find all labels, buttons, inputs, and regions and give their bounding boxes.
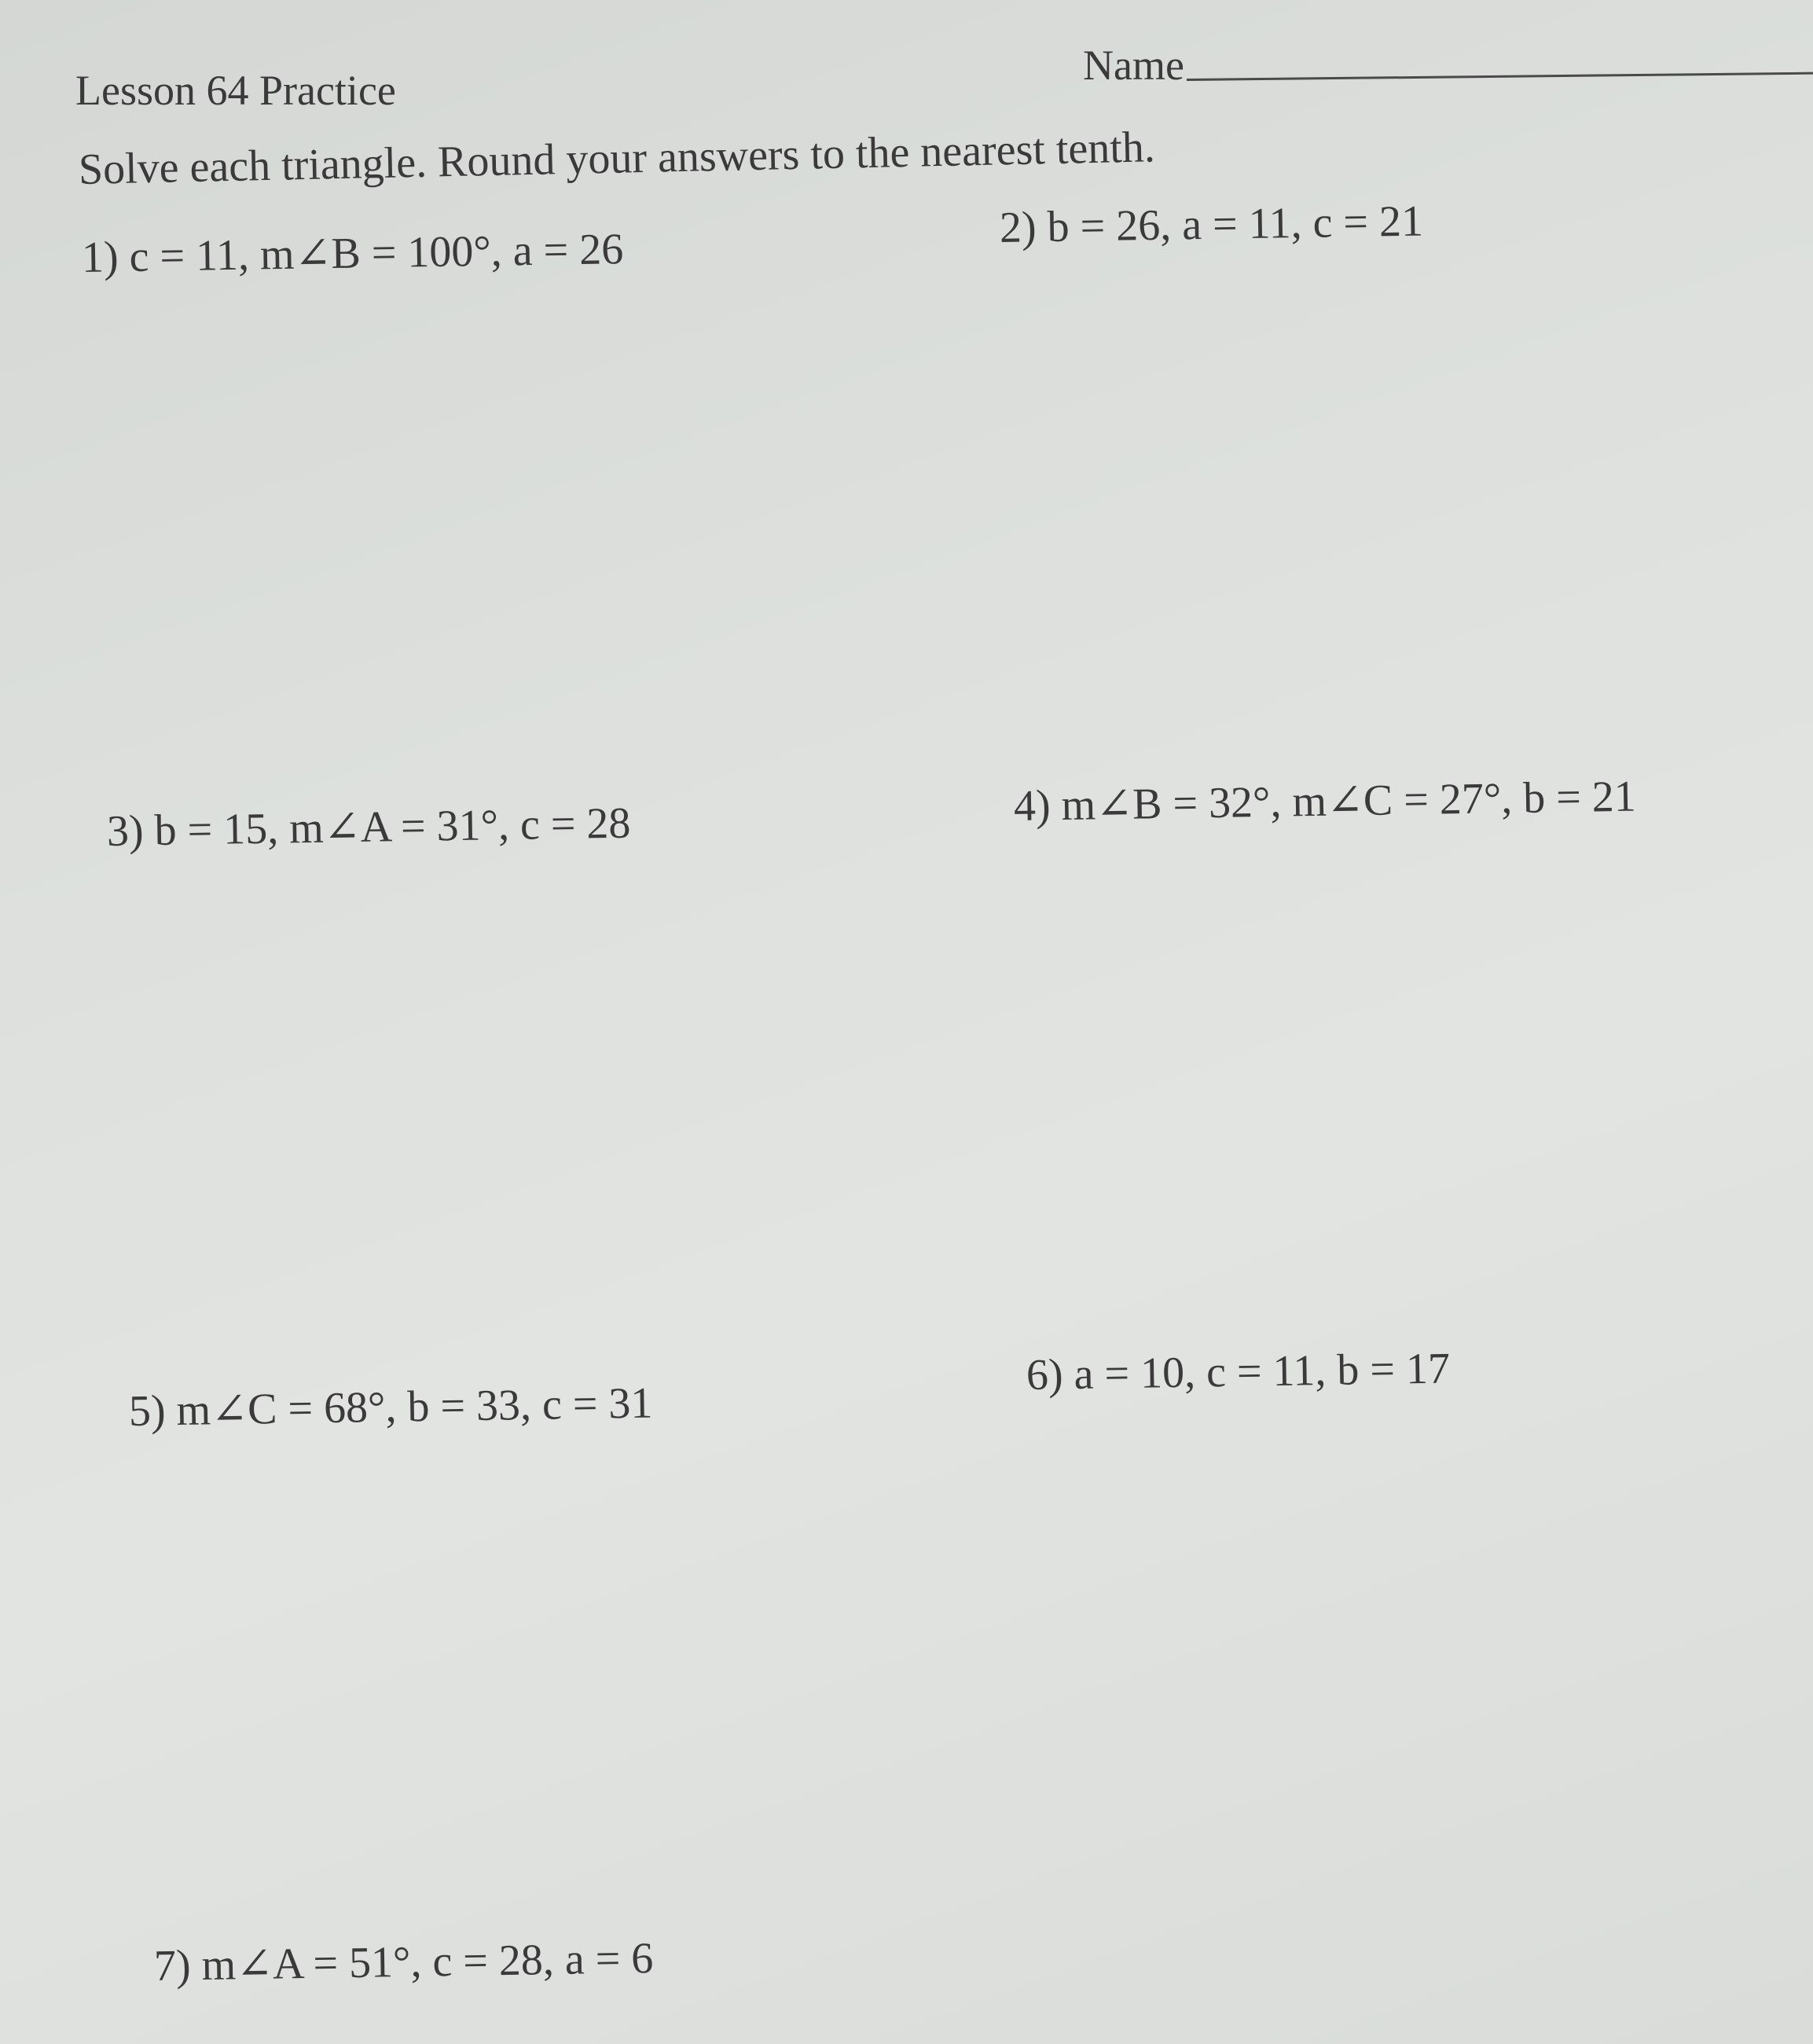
problem-3: 3) b = 15, m∠A = 31°, c = 28 bbox=[106, 798, 631, 856]
worksheet-title: Lesson 64 Practice bbox=[75, 67, 396, 114]
problem-2: 2) b = 26, a = 11, c = 21 bbox=[999, 196, 1424, 252]
problem-1: 1) c = 11, m∠B = 100°, a = 26 bbox=[81, 225, 624, 282]
problem-4: 4) m∠B = 32°, m∠C = 27°, b = 21 bbox=[1013, 772, 1637, 831]
instructions: Solve each triangle. Round your answers to the nearest tenth. bbox=[78, 123, 1156, 194]
problem-7: 7) m∠A = 51°, c = 28, a = 6 bbox=[153, 1934, 654, 1991]
problem-6: 6) a = 10, c = 11, b = 17 bbox=[1026, 1344, 1451, 1400]
name-label: Name bbox=[1083, 42, 1184, 89]
name-blank-line bbox=[1187, 72, 1813, 81]
problem-5: 5) m∠C = 68°, b = 33, c = 31 bbox=[128, 1378, 653, 1436]
